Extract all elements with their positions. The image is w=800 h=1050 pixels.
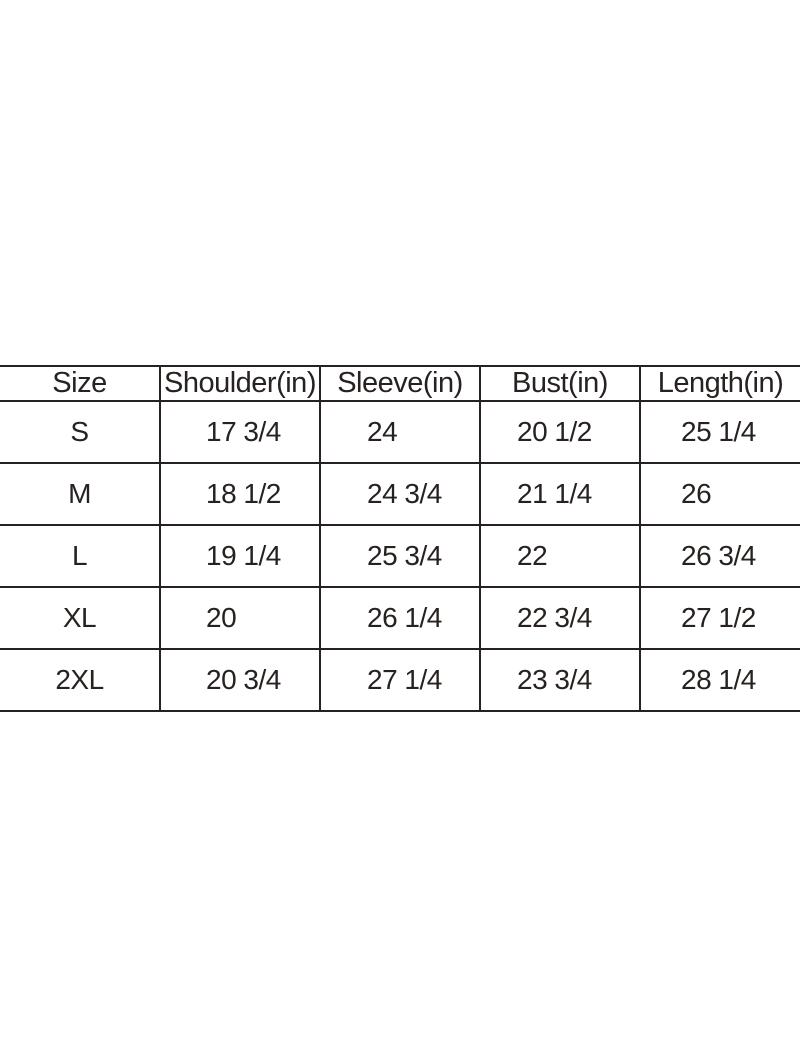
value-cell: 23 3/4 — [480, 649, 640, 711]
column-header-sleeve: Sleeve(in) — [320, 366, 480, 401]
value-cell: 25 3/4 — [320, 525, 480, 587]
value-cell: 24 — [320, 401, 480, 463]
size-chart-table — [0, 365, 800, 712]
column-header-length: Length(in) — [640, 366, 800, 401]
table-row-2xl — [0, 649, 800, 711]
value-cell: 18 1/2 — [160, 463, 320, 525]
value-cell: 24 3/4 — [320, 463, 480, 525]
table-head — [0, 366, 800, 401]
size-cell: 2XL — [0, 649, 160, 711]
value-cell: 20 3/4 — [160, 649, 320, 711]
table-row-l — [0, 525, 800, 587]
value-cell: 20 1/2 — [480, 401, 640, 463]
table-row-xl — [0, 587, 800, 649]
value-cell: 22 3/4 — [480, 587, 640, 649]
value-cell: 20 — [160, 587, 320, 649]
table-header-row — [0, 366, 800, 401]
value-cell: 26 1/4 — [320, 587, 480, 649]
size-cell: XL — [0, 587, 160, 649]
column-header-size: Size — [0, 366, 160, 401]
size-cell: L — [0, 525, 160, 587]
value-cell: 25 1/4 — [640, 401, 800, 463]
size-cell: M — [0, 463, 160, 525]
value-cell: 17 3/4 — [160, 401, 320, 463]
column-header-bust: Bust(in) — [480, 366, 640, 401]
value-cell: 22 — [480, 525, 640, 587]
value-cell: 28 1/4 — [640, 649, 800, 711]
table-body — [0, 401, 800, 711]
size-cell: S — [0, 401, 160, 463]
value-cell: 19 1/4 — [160, 525, 320, 587]
value-cell: 27 1/2 — [640, 587, 800, 649]
table-row-s — [0, 401, 800, 463]
value-cell: 26 3/4 — [640, 525, 800, 587]
value-cell: 21 1/4 — [480, 463, 640, 525]
value-cell: 26 — [640, 463, 800, 525]
value-cell: 27 1/4 — [320, 649, 480, 711]
column-header-shoulder: Shoulder(in) — [160, 366, 320, 401]
table-row-m — [0, 463, 800, 525]
